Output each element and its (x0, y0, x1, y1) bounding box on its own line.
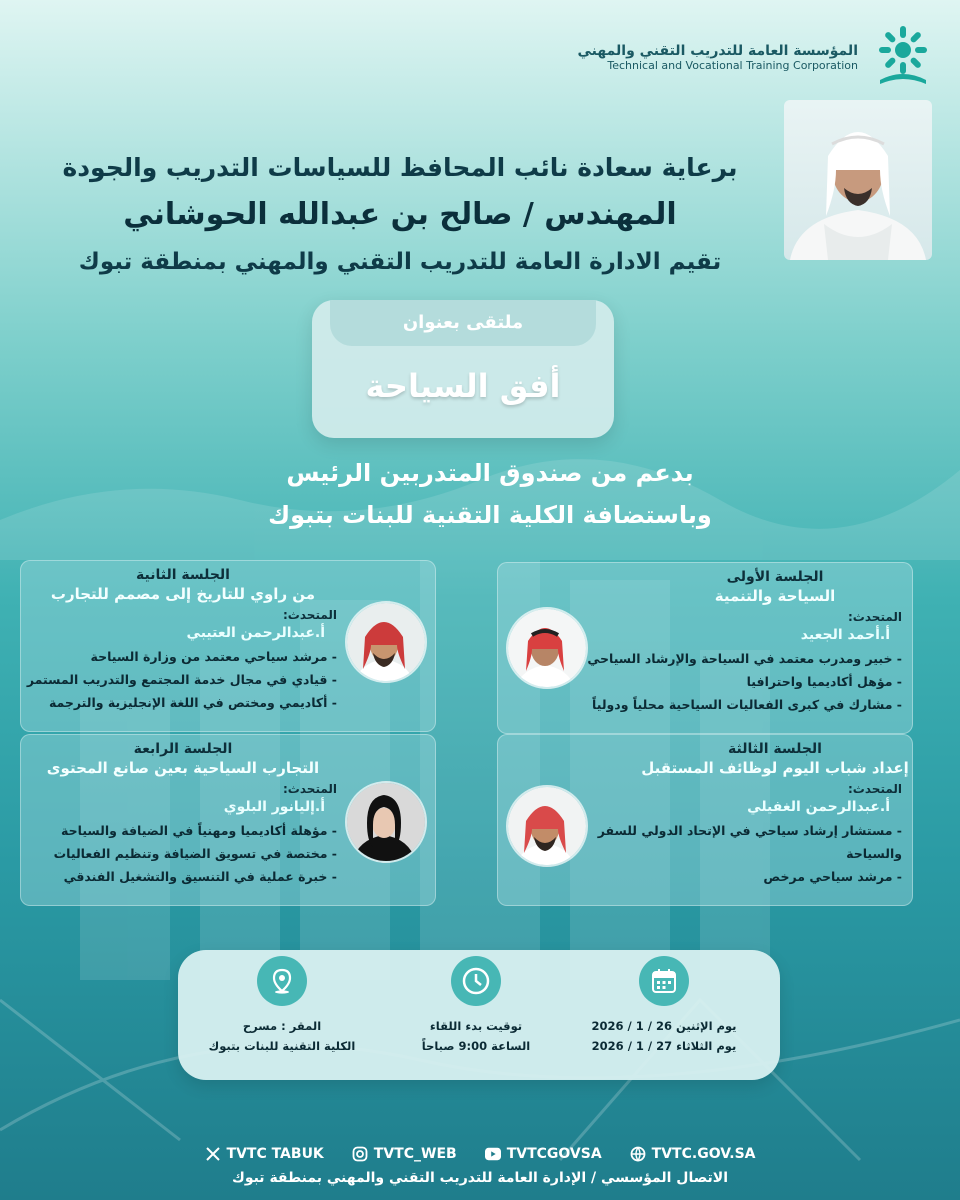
org-header (578, 22, 939, 92)
bio-item: - خبرة عملية في التنسيق والتشغيل الفندقي (25, 865, 337, 888)
session-card-4 (20, 734, 436, 906)
social-label: TVTC TABUK (226, 1146, 324, 1162)
youtube-icon (485, 1146, 501, 1162)
support-line: بدعم من صندوق المتدربين الرئيس (286, 459, 694, 487)
bio-item: - مشارك في كبرى الفعاليات السياحية محلياً ودولياً (594, 693, 902, 716)
bio-item: - مستشار إرشاد سياحي في الإتحاد الدولي للسفر والسياحة (594, 819, 902, 865)
time-value: الساعة 9:00 صباحاً (421, 1039, 531, 1053)
footer (0, 1146, 960, 1186)
forum-tab-label: ملتقى بعنوان (330, 300, 596, 346)
footer-text: الاتصال المؤسسي / الإدارة العامة للتدريب التقني والمهني بمنطقة تبوك (231, 1170, 728, 1186)
organizer-line: تقيم الادارة العامة للتدريب التقني والمهني بمنطقة تبوك (78, 249, 722, 275)
host-line: وباستضافة الكلية التقنية للبنات بتبوك (268, 501, 712, 529)
session-topic: إعداد شباب اليوم لوظائف المستقبل (641, 759, 909, 777)
session-heading: الجلسة الأولى (726, 569, 824, 585)
speaker-name: أ.عبدالرحمن الغفيلي (747, 799, 890, 815)
speaker-label: المتحدث: (848, 782, 902, 796)
session-topic: التجارب السياحية بعين صانع المحتوى (46, 759, 320, 777)
speaker-label: المتحدث: (283, 608, 337, 622)
event-venue (184, 956, 380, 1056)
social-x-snapchat[interactable] (205, 1146, 324, 1162)
speaker-avatar (506, 785, 588, 867)
bio-item: - مؤهل أكاديميا واحترافيا (594, 670, 902, 693)
globe-icon (630, 1146, 646, 1162)
date-line: يوم الإثنين 26 / 1 / 2026 (591, 1019, 737, 1033)
social-youtube[interactable] (485, 1146, 602, 1162)
support-block (180, 452, 800, 536)
forum-title-box (312, 300, 614, 438)
bio-item: - مرشد سياحي مرخص (594, 865, 902, 888)
speaker-bio-list (587, 647, 902, 716)
bio-item: - مؤهلة أكاديميا ومهنياً في الضيافة والسياحة (25, 819, 337, 842)
bio-item: - أكاديمي ومختص في اللغة الإنجليزية والترجمة (25, 691, 337, 714)
social-label: TVTC.GOV.SA (651, 1146, 756, 1162)
sponsorship-block (30, 146, 770, 284)
location-pin-icon (257, 956, 307, 1006)
x-snapchat-icon (205, 1146, 221, 1162)
org-name-english: Technical and Vocational Training Corporation (607, 58, 858, 72)
speaker-name: أ.إليانور البلوي (223, 799, 325, 815)
bio-item: - قيادي في مجال خدمة المجتمع والتدريب المستمر (25, 668, 337, 691)
bio-item: - خبير ومدرب معتمد في السياحة والإرشاد السياحي (594, 647, 902, 670)
calendar-icon (639, 956, 689, 1006)
speaker-label: المتحدث: (848, 610, 902, 624)
event-info-box (178, 950, 780, 1080)
speaker-bio-list (25, 819, 337, 888)
event-date (566, 956, 762, 1056)
session-card-2 (20, 560, 436, 732)
speaker-avatar (506, 607, 588, 689)
time-label: توقيت بدء اللقاء (429, 1019, 523, 1033)
session-card-1 (497, 562, 913, 734)
speaker-bio-list (25, 645, 337, 714)
social-instagram[interactable] (352, 1146, 457, 1162)
sponsor-name: المهندس / صالح بن عبدالله الحوشاني (123, 197, 677, 232)
social-label: TVTCGOVSA (506, 1146, 602, 1162)
session-heading: الجلسة الثانية (136, 567, 230, 583)
venue-line: المقر : مسرح (242, 1019, 322, 1033)
instagram-icon (352, 1146, 368, 1162)
sponsorship-line: برعاية سعادة نائب المحافظ للسياسات التدريب والجودة (62, 153, 738, 182)
social-website[interactable] (630, 1146, 756, 1162)
speaker-avatar (345, 781, 427, 863)
org-name-arabic: المؤسسة العامة للتدريب التقني والمهني (577, 42, 858, 59)
event-time (378, 956, 574, 1056)
session-heading: الجلسة الرابعة (133, 741, 233, 757)
speaker-bio-list (594, 819, 902, 888)
session-heading: الجلسة الثالثة (728, 741, 822, 757)
clock-icon (451, 956, 501, 1006)
speaker-avatar (345, 601, 427, 683)
sponsor-portrait-image (784, 100, 932, 260)
session-topic: السياحة والتنمية (714, 587, 836, 605)
session-topic: من راوي للتاريخ إلى مصمم للتجارب (50, 585, 316, 603)
venue-line: الكلية التقنية للبنات بتبوك (208, 1039, 356, 1053)
speaker-name: أ.عبدالرحمن العتيبي (186, 625, 325, 641)
bio-item: - مختصة في تسويق الضيافة وتنظيم الفعاليات (25, 842, 337, 865)
forum-title: أفق السياحة (365, 367, 561, 405)
tvtc-logo-icon (868, 22, 938, 92)
speaker-label: المتحدث: (283, 782, 337, 796)
social-links (0, 1146, 960, 1162)
social-label: TVTC_WEB (373, 1146, 457, 1162)
session-card-3 (497, 734, 913, 906)
date-line: يوم الثلاثاء 27 / 1 / 2026 (591, 1039, 737, 1053)
bio-item: - مرشد سياحي معتمد من وزارة السياحة (25, 645, 337, 668)
speaker-name: أ.أحمد الجعيد (800, 627, 890, 643)
